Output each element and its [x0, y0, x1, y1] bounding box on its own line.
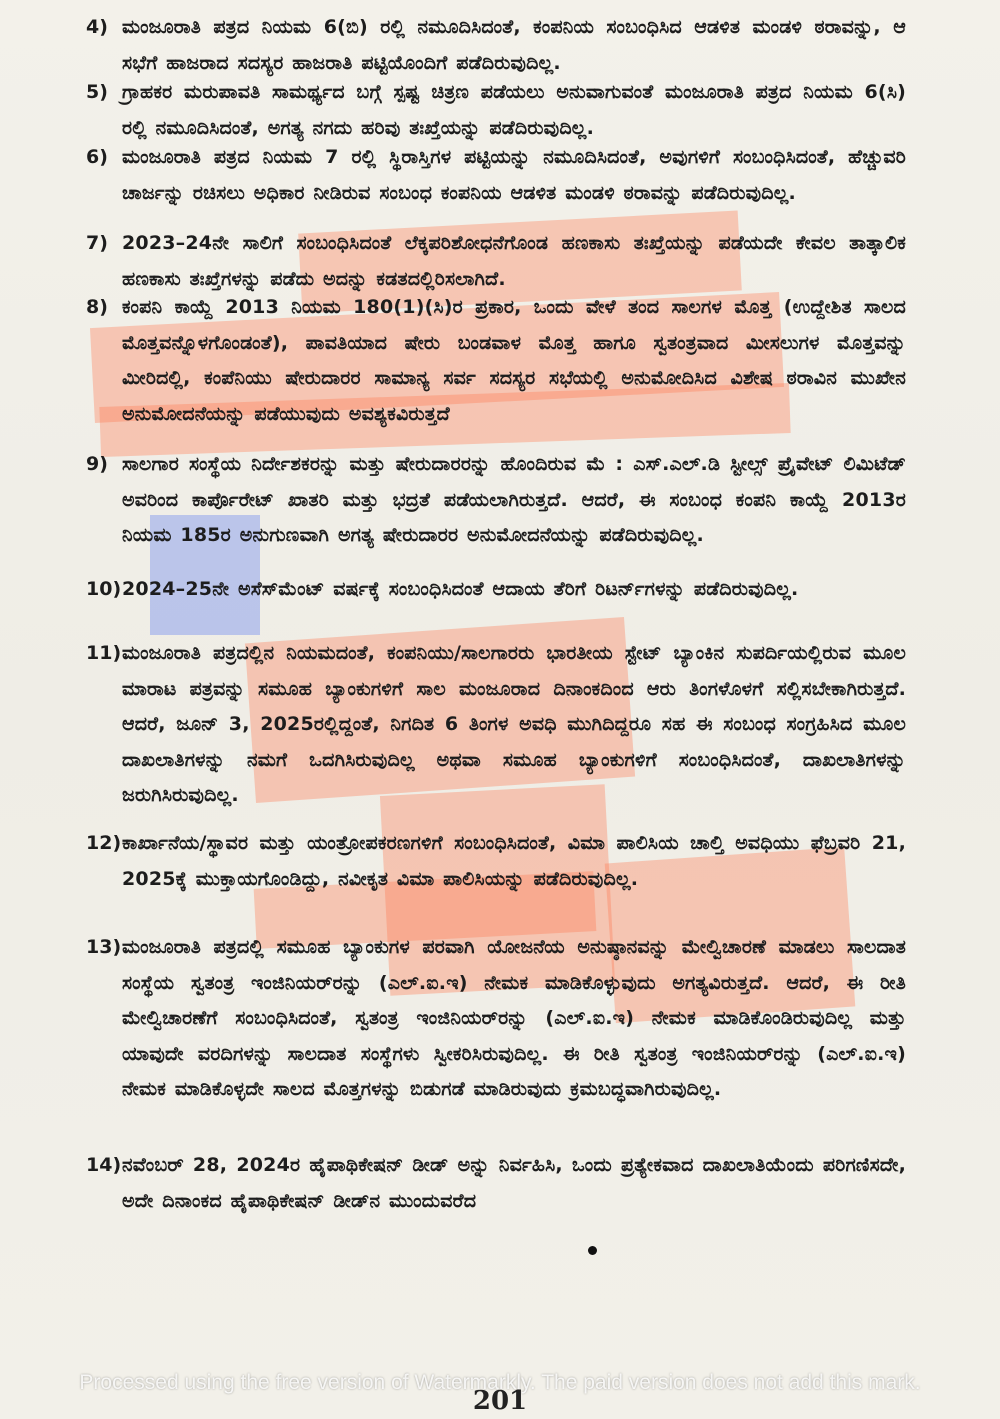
list-item [86, 290, 906, 432]
item-number: 4) [86, 16, 108, 38]
list-item [86, 826, 906, 897]
item-number: 10) [86, 578, 122, 600]
list-item [86, 636, 906, 814]
page-number: 201 [472, 1386, 528, 1416]
list-item [86, 1148, 906, 1219]
item-text: 2023–24ನೇ ಸಾಲಿಗೆ ಸಂಬಂಧಿಸಿದಂತೆ ಲೆಕ್ಕಪರಿಶೋಧನೆಗೊಂಡ ಹಣಕಾಸು ತಃಖ್ತೆಯನ್ನು ಪಡೆಯದೇ ಕೇವಲ ತಾತ್ಕಾಲಿಕ ಹಣಕಾಸು ತಃಖ್ತೆಗಳನ್ನು ಪಡೆದು ಅದನ್ನು ಕಡತದಲ್ಲಿರಿಸಲಾಗಿದೆ. [122, 232, 906, 290]
item-number: 6) [86, 146, 108, 168]
item-number: 14) [86, 1154, 122, 1176]
item-text: ಮಂಜೂರಾತಿ ಪತ್ರದಲ್ಲಿ ಸಮೂಹ ಬ್ಯಾಂಕುಗಳ ಪರವಾಗಿ ಯೋಜನೆಯ ಅನುಷ್ಠಾನವನ್ನು ಮೇಲ್ವಿಚಾರಣೆ ಮಾಡಲು ಸಾಲದಾತ ಸಂಸ್ಥೆಯ ಸ್ವತಂತ್ರ ಇಂಜಿನಿಯರ್‌ರನ್ನು (ಎಲ್.ಐ.ಇ) ನೇಮಕ ಮಾಡಿಕೊಳ್ಳುವುದು ಅಗತ್ಯವಿರುತ್ತದೆ. ಆದರೆ, ಈ ರೀತಿ ಮೇಲ್ವಿಚಾರಣೆಗೆ ಸಂಬಂಧಿಸಿದಂತೆ, ಸ್ವತಂತ್ರ ಇಂಜಿನಿಯರ್‌ರನ್ನು (ಎಲ್.ಐ.ಇ) ನೇಮಕ ಮಾಡಿಕೊಂಡಿರುವುದಿಲ್ಲ ಮತ್ತು ಯಾವುದೇ ವರದಿಗಳನ್ನು ಸಾಲದಾತ ಸಂಸ್ಥೆಗಳು ಸ್ವೀಕರಿಸಿರುವುದಿಲ್ಲ. ಈ ರೀತಿ ಸ್ವತಂತ್ರ ಇಂಜಿನಿಯರ್‌ರನ್ನು (ಎಲ್.ಐ.ಇ) ನೇಮಕ ಮಾಡಿಕೊಳ್ಳದೇ ಸಾಲದ ಮೊತ್ತಗಳನ್ನು ಬಿಡುಗಡೆ ಮಾಡಿರುವುದು ಕ್ರಮಬದ್ಧವಾಗಿರುವುದಿಲ್ಲ. [122, 936, 906, 1100]
list-item [86, 572, 906, 608]
item-text: ಮಂಜೂರಾತಿ ಪತ್ರದ ನಿಯಮ 6(ಬಿ) ರಲ್ಲಿ ನಮೂದಿಸಿದಂತೆ, ಕಂಪನಿಯ ಸಂಬಂಧಿಸಿದ ಆಡಳಿತ ಮಂಡಳಿ ಠರಾವನ್ನು, ಆ ಸಭೆಗೆ ಹಾಜರಾದ ಸದಸ್ಯರ ಹಾಜರಾತಿ ಪಟ್ಟಿಯೊಂದಿಗೆ ಪಡೆದಿರುವುದಿಲ್ಲ. [122, 16, 906, 74]
list-item [86, 447, 906, 554]
watermark: Processed using the free version of Watermarkly. The paid version does not add this mark. [79, 1371, 921, 1394]
item-number: 11) [86, 642, 122, 664]
list-item [86, 930, 906, 1108]
item-number: 12) [86, 832, 122, 854]
item-text: ಮಂಜೂರಾತಿ ಪತ್ರದಲ್ಲಿನ ನಿಯಮದಂತೆ, ಕಂಪನಿಯು/ಸಾಲಗಾರರು ಭಾರತೀಯ ಸ್ಟೇಟ್ ಬ್ಯಾಂಕಿನ ಸುಪರ್ದಿಯಲ್ಲಿರುವ ಮೂಲ ಮಾರಾಟ ಪತ್ರವನ್ನು ಸಮೂಹ ಬ್ಯಾಂಕುಗಳಿಗೆ ಸಾಲ ಮಂಜೂರಾದ ದಿನಾಂಕದಿಂದ ಆರು ತಿಂಗಳೊಳಗೆ ಸಲ್ಲಿಸಬೇಕಾಗಿರುತ್ತದೆ. ಆದರೆ, ಜೂನ್ 3, 2025ರಲ್ಲಿದ್ದಂತೆ, ನಿಗದಿತ 6 ತಿಂಗಳ ಅವಧಿ ಮುಗಿದಿದ್ದರೂ ಸಹ ಈ ಸಂಬಂಧ ಸಂಗ್ರಹಿಸಿದ ಮೂಲ ದಾಖಲಾತಿಗಳನ್ನು ನಮಗೆ ಒದಗಿಸಿರುವುದಿಲ್ಲ ಅಥವಾ ಸಮೂಹ ಬ್ಯಾಂಕುಗಳಿಗೆ ಸಂಬಂಧಿಸಿದಂತೆ, ದಾಖಲಾತಿಗಳನ್ನು ಜರುಗಿಸಿರುವುದಿಲ್ಲ. [122, 642, 906, 806]
item-text: ಮಂಜೂರಾತಿ ಪತ್ರದ ನಿಯಮ 7 ರಲ್ಲಿ ಸ್ಥಿರಾಸ್ತಿಗಳ ಪಟ್ಟಿಯನ್ನು ನಮೂದಿಸಿದಂತೆ, ಅವುಗಳಿಗೆ ಸಂಬಂಧಿಸಿದಂತೆ, ಹೆಚ್ಚುವರಿ ಚಾರ್ಜನ್ನು ರಚಿಸಲು ಅಧಿಕಾರ ನೀಡಿರುವ ಸಂಬಂಧ ಕಂಪನಿಯ ಆಡಳಿತ ಮಂಡಳಿ ಠರಾವನ್ನು ಪಡೆದಿರುವುದಿಲ್ಲ. [122, 146, 906, 204]
item-number: 8) [86, 296, 108, 318]
item-text: ನವೆಂಬರ್ 28, 2024ರ ಹೈಪಾಥಿಕೇಷನ್ ಡೀಡ್ ಅನ್ನು ನಿರ್ವಹಿಸಿ, ಒಂದು ಪ್ರತ್ಯೇಕವಾದ ದಾಖಲಾತಿಯೆಂದು ಪರಿಗಣಿಸದೇ, ಅದೇ ದಿನಾಂಕದ ಹೈಪಾಥಿಕೇಷನ್ ಡೀಡ್‌ನ ಮುಂದುವರೆದ [122, 1154, 906, 1212]
item-text: ಕಾರ್ಖಾನೆಯ/ಸ್ಥಾವರ ಮತ್ತು ಯಂತ್ರೋಪಕರಣಗಳಿಗೆ ಸಂಬಂಧಿಸಿದಂತೆ, ವಿಮಾ ಪಾಲಿಸಿಯ ಚಾಲ್ತಿ ಅವಧಿಯು ಫೆಬ್ರವರಿ 21, 2025ಕ್ಕೆ ಮುಕ್ತಾಯಗೊಂಡಿದ್ದು, ನವೀಕೃತ ವಿಮಾ ಪಾಲಿಸಿಯನ್ನು ಪಡೆದಿರುವುದಿಲ್ಲ. [122, 832, 906, 890]
item-number: 9) [86, 453, 108, 475]
ink-dot [588, 1246, 597, 1255]
item-number: 5) [86, 81, 108, 103]
list-item [86, 10, 906, 81]
list-item [86, 140, 906, 211]
item-text: 2024–25ನೇ ಅಸೆಸ್‌ಮೆಂಟ್ ವರ್ಷಕ್ಕೆ ಸಂಬಂಧಿಸಿದಂತೆ ಆದಾಯ ತೆರಿಗೆ ರಿಟರ್ನ್‌ಗಳನ್ನು ಪಡೆದಿರುವುದಿಲ್ಲ. [122, 578, 799, 600]
item-text: ಕಂಪನಿ ಕಾಯ್ದೆ 2013 ನಿಯಮ 180(1)(ಸಿ)ರ ಪ್ರಕಾರ, ಒಂದು ವೇಳೆ ತಂದ ಸಾಲಗಳ ಮೊತ್ತ (ಉದ್ದೇಶಿತ ಸಾಲದ ಮೊತ್ತವನ್ನೊಳಗೊಂಡಂತೆ), ಪಾವತಿಯಾದ ಷೇರು ಬಂಡವಾಳ ಮೊತ್ತ ಹಾಗೂ ಸ್ವತಂತ್ರವಾದ ಮೀಸಲುಗಳ ಮೊತ್ತವನ್ನು ಮೀರಿದಲ್ಲಿ, ಕಂಪೆನಿಯು ಷೇರುದಾರರ ಸಾಮಾನ್ಯ ಸರ್ವ ಸದಸ್ಯರ ಸಭೆಯಲ್ಲಿ ಅನುಮೋದಿಸಿದ ವಿಶೇಷ ಠರಾವಿನ ಮುಖೇನ ಅನುಮೋದನೆಯನ್ನು ಪಡೆಯುವುದು ಅವಶ್ಯಕವಿರುತ್ತದೆ [122, 296, 906, 425]
item-text: ಸಾಲಗಾರ ಸಂಸ್ಥೆಯ ನಿರ್ದೇಶಕರನ್ನು ಮತ್ತು ಷೇರುದಾರರನ್ನು ಹೊಂದಿರುವ ಮೆ : ಎಸ್.ಎಲ್.ಡಿ ಸ್ಟೀಲ್ಸ್ ಪ್ರೈವೇಟ್ ಲಿಮಿಟೆಡ್ ಅವರಿಂದ ಕಾರ್ಪೊರೇಟ್ ಖಾತರಿ ಮತ್ತು ಭದ್ರತೆ ಪಡೆಯಲಾಗಿರುತ್ತದೆ. ಆದರೆ, ಈ ಸಂಬಂಧ ಕಂಪನಿ ಕಾಯ್ದೆ 2013ರ ನಿಯಮ 185ರ ಅನುಗುಣವಾಗಿ ಅಗತ್ಯ ಷೇರುದಾರರ ಅನುಮೋದನೆಯನ್ನು ಪಡೆದಿರುವುದಿಲ್ಲ. [122, 453, 906, 546]
item-number: 13) [86, 936, 122, 958]
item-text: ಗ್ರಾಹಕರ ಮರುಪಾವತಿ ಸಾಮರ್ಥ್ಯದ ಬಗ್ಗೆ ಸ್ಪಷ್ಟ ಚಿತ್ರಣ ಪಡೆಯಲು ಅನುವಾಗುವಂತೆ ಮಂಜೂರಾತಿ ಪತ್ರದ ನಿಯಮ 6(ಸಿ) ರಲ್ಲಿ ನಮೂದಿಸಿದಂತೆ, ಅಗತ್ಯ ನಗದು ಹರಿವು ತಃಖ್ತೆಯನ್ನು ಪಡೆದಿರುವುದಿಲ್ಲ. [122, 81, 906, 139]
list-item [86, 226, 906, 297]
list-item [86, 75, 906, 146]
item-number: 7) [86, 232, 108, 254]
